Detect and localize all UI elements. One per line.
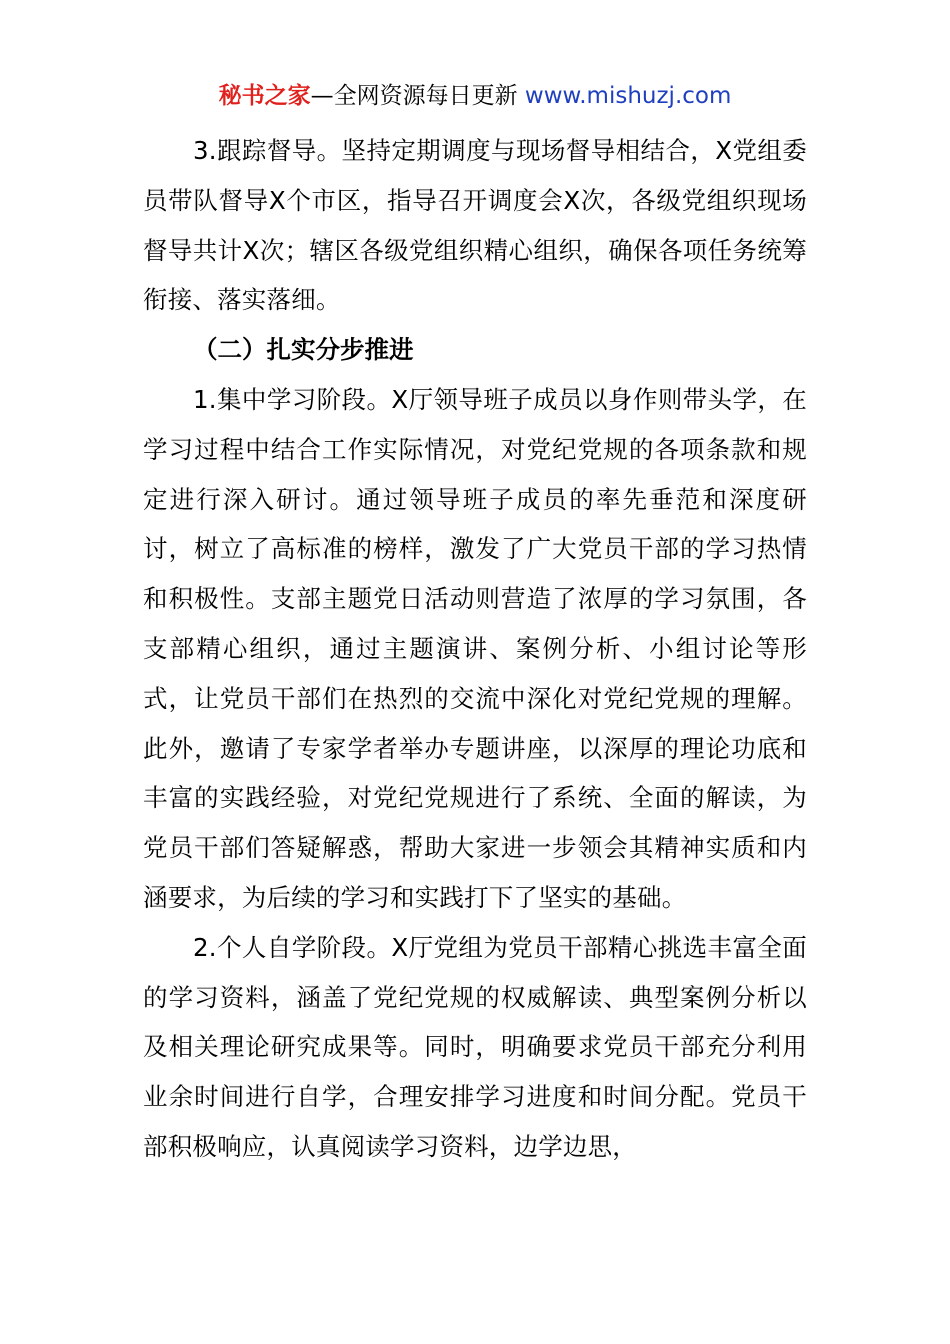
- paragraph-centralized-study: 1.集中学习阶段。X厅领导班子成员以身作则带头学，在学习过程中结合工作实际情况，对党纪党规的各项条款和规定进行深入研讨。通过领导班子成员的率先垂范和深度研讨，树立了高标准的榜样，激发了广大党员干部的学习热情和积极性。支部主题党日活动则营造了浓厚的学习氛围，各支部精心组织，通过主题演讲、案例分析、小组讨论等形式，让党员干部们在热烈的交流中深化对党纪党规的理解。此外，邀请了专家学者举办专题讲座，以深厚的理论功底和丰富的实践经验，对党纪党规进行了系统、全面的解读，为党员干部们答疑解惑，帮助大家进一步领会其精神实质和内涵要求，为后续的学习和实践打下了坚实的基础。: [143, 384, 807, 912]
- paragraph-self-study: 2.个人自学阶段。X厅党组为党员干部精心挑选丰富全面的学习资料，涵盖了党纪党规的权威解读、典型案例分析以及相关理论研究成果等。同时，明确要求党员干部充分利用业余时间进行自学，合理安排学习进度和时间分配。党员干部积极响应，认真阅读学习资料，边学边思，: [143, 932, 807, 1161]
- paragraph-tracking-supervision: 3.跟踪督导。坚持定期调度与现场督导相结合，X党组委员带队督导X个市区，指导召开调度会X次，各级党组织现场督导共计X次；辖区各级党组织精心组织，确保各项任务统筹衔接、落实落细。: [143, 136, 807, 315]
- site-tagline: —全网资源每日更新: [310, 83, 525, 109]
- section-heading: （二）扎实分步推进: [193, 335, 414, 365]
- document-body: [143, 126, 807, 1172]
- site-brand: 秘书之家: [218, 83, 311, 109]
- site-header: [0, 80, 950, 112]
- site-url[interactable]: www.mishuzj.com: [524, 83, 732, 109]
